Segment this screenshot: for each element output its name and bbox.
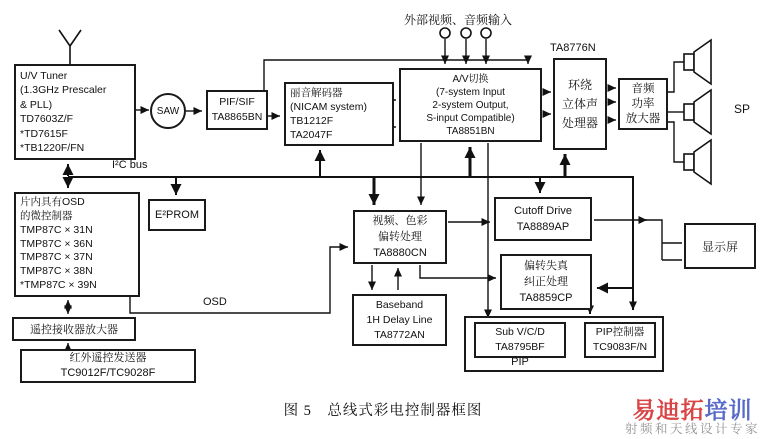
microcontroller-block: 片内具有OSD 的微控制器 TMP87C × 31N TMP87C × 36N TMP87C × 37N TMP87C × 38N *TMP87C × 39N — [14, 192, 140, 297]
av-input-terminal — [461, 28, 471, 38]
watermark-tagline: 射频和天线设计专家 — [624, 422, 760, 436]
tuner-line: & PLL) — [20, 98, 53, 111]
pif-sif-block: PIF/SIF TA8865BN — [206, 90, 268, 130]
tuner-block — [14, 64, 136, 160]
speaker-label: SP — [734, 102, 751, 116]
external-av-input-label: 外部视频、音频输入 — [404, 13, 513, 27]
tuner-line: *TD7615F — [20, 127, 68, 140]
speaker-icon — [684, 140, 711, 184]
osd-label: OSD — [203, 296, 227, 308]
saw-filter-node: SAW — [150, 93, 186, 129]
baseband-delay-block: Baseband 1H Delay Line TA8772AN — [352, 294, 447, 346]
av-input-terminal — [481, 28, 491, 38]
tuner-line: (1.3GHz Prescaler — [20, 84, 107, 96]
antenna-icon — [59, 30, 81, 64]
deflection-correction-block: 偏转失真 纠正处理 TA8859CP — [500, 254, 592, 310]
pip-label: PIP — [511, 356, 529, 368]
speaker-icon — [684, 40, 711, 84]
tuner-line: U/V Tuner — [20, 69, 68, 82]
figure-caption: 图 5 总线式彩电控制器框图 — [283, 403, 483, 419]
audio-amplifier-block: 音频 功率 放大器 — [618, 78, 668, 130]
remote-receiver-amp-block: 遥控接收器放大器 — [12, 317, 136, 341]
display-screen-block: 显示屏 — [684, 223, 756, 269]
pip-controller-block: PIP控制器 TC9083F/N — [584, 322, 656, 358]
speaker-icon — [684, 90, 711, 134]
video-color-deflection-block: 视频、色彩 偏转处理 TA8880CN — [353, 210, 447, 264]
eeprom-block: E²PROM — [148, 199, 206, 231]
cutoff-drive-block: Cutoff Drive TA8889AP — [494, 197, 592, 241]
i2c-bus-label: I²C bus — [112, 159, 148, 171]
ir-transmitter-block: 红外遥控发送器 TC9012F/TC9028F — [20, 349, 196, 383]
nicam-decoder-block: 丽音解码器 (NICAM system) TB1212F TA2047F — [284, 82, 394, 146]
tuner-line: *TB1220F/FN — [20, 142, 85, 154]
watermark — [625, 398, 760, 437]
tuner-line: TD7603Z/F — [20, 113, 74, 125]
sub-vcd-block: Sub V/C/D TA8795BF — [474, 322, 566, 358]
av-switch-block: A/V切换 (7-system Input 2-system Output, S-input Compatible) TA8851BN — [399, 68, 542, 142]
av-input-terminal — [440, 28, 450, 38]
watermark-logo: 易迪拓培训 — [632, 397, 753, 423]
surround-processor-block: 环绕 立体声 处理器 — [553, 58, 607, 150]
ta8776n-label: TA8776N — [550, 42, 596, 54]
